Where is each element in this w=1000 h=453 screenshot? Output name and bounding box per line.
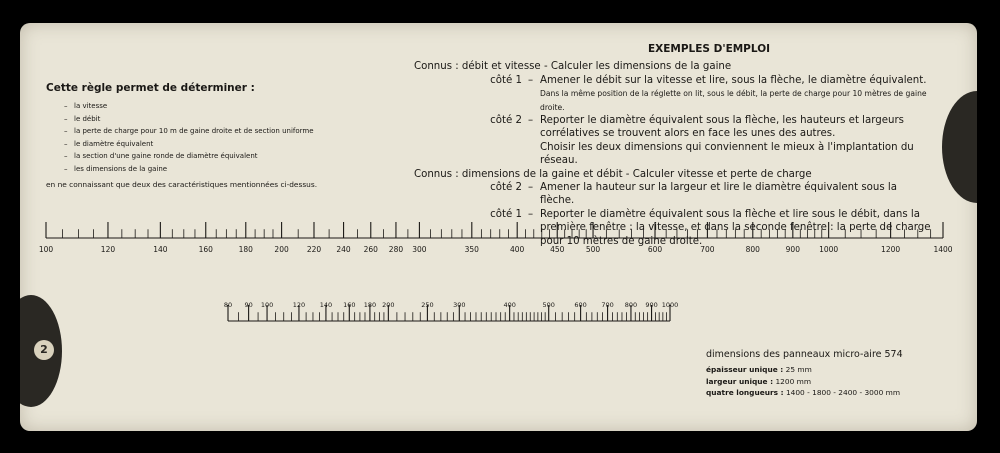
list-item: – le diamètre équivalent	[46, 138, 346, 151]
tick-label: 180	[238, 245, 253, 254]
tick-label: 100	[260, 301, 274, 309]
section-1-step-2: côté 2 – Reporter le diamètre équivalent sous la flèche, les hauteurs et largeurs corrélatives se trouvent alors en face les unes des autres.	[490, 115, 904, 140]
tick-label: 120	[100, 245, 116, 254]
slide-rule-card	[20, 23, 977, 431]
tick-label: 160	[343, 301, 356, 309]
side-badge: 2	[34, 340, 54, 360]
panels-width: largeur unique : 1200 mm	[706, 376, 812, 386]
tick-label: 200	[274, 245, 289, 254]
tick-label: 400	[503, 301, 516, 309]
tick-label: 800	[624, 301, 638, 309]
tick-label: 700	[601, 301, 614, 309]
panels-thickness: épaisseur unique : 25 mm	[706, 365, 812, 374]
tick-label: 600	[647, 245, 663, 254]
intro-note: en ne connaissant que deux des caractéristiques mentionnées ci-dessus.	[46, 179, 318, 189]
bottom-scale	[224, 301, 678, 321]
tick-label: 280	[388, 245, 404, 254]
tick-label: 800	[745, 245, 760, 254]
section-2-step-2: côté 1 – Reporter le diamètre équivalent sous la flèche et lire sous le débit, dans la première fenêtre : la vitesse, et dans la seconde fenêtre : la perte de charge pour 10 mètres de gaine droite.	[490, 208, 931, 247]
tick-label: 140	[319, 301, 333, 309]
tick-label: 600	[574, 301, 587, 309]
tick-label: 300	[453, 301, 466, 309]
section-2-header: Connus : dimensions de la gaine et débit - Calculer vitesse et perte de charge	[414, 168, 812, 180]
list-item: – la perte de charge pour 10 m de gaine droite et de section uniforme	[46, 125, 346, 138]
top-scale	[39, 222, 953, 254]
list-item: – la section d'une gaine ronde de diamètre équivalent	[46, 150, 346, 163]
panels-lengths: quatre longueurs : 1400 - 1800 - 2400 - 3000 mm	[706, 388, 901, 398]
tick-label: 400	[510, 245, 525, 254]
tick-label: 900	[645, 301, 658, 309]
section-2-step-1: côté 2 – Amener la hauteur sur la largeur et lire le diamètre équivalent sous la flèche.	[490, 182, 897, 207]
tick-label: 1000	[661, 301, 679, 309]
tick-label: 250	[421, 301, 434, 309]
tick-label: 180	[363, 301, 377, 309]
tick-label: 260	[363, 245, 378, 254]
examples-title: EXEMPLES D'EMPLOI	[647, 43, 771, 55]
tick-label: 240	[336, 245, 351, 254]
tick-label: 1000	[819, 245, 839, 254]
tick-label: 100	[38, 245, 54, 254]
tick-label: 1400	[933, 245, 953, 254]
list-item: – les dimensions de la gaine	[46, 163, 346, 176]
tick-label: 450	[550, 245, 565, 254]
intro-heading: Cette règle permet de déterminer :	[46, 82, 255, 94]
tick-label: 200	[382, 301, 395, 309]
section-1-step-2-note: Choisir les deux dimensions qui conviennent le mieux à l'implantation du réseau.	[540, 141, 914, 167]
section-1-step-1: côté 1 – Amener le débit sur la vitesse et lire, sous la flèche, le diamètre équivalent.	[490, 74, 927, 86]
tick-label: 80	[223, 301, 233, 309]
tick-label: 160	[198, 245, 213, 254]
tick-label: 700	[700, 245, 715, 254]
tick-label: 300	[412, 245, 427, 254]
panels-title: dimensions des panneaux micro-aire 574	[706, 349, 903, 360]
tick-label: 90	[244, 301, 253, 309]
tick-label: 120	[292, 301, 306, 309]
list-item: – la vitesse	[46, 100, 346, 113]
tick-label: 140	[153, 245, 168, 254]
section-1-header: Connus : débit et vitesse - Calculer les dimensions de la gaine	[414, 61, 732, 73]
list-item: – le débit	[46, 113, 346, 126]
tick-label: 220	[306, 245, 322, 254]
tick-label: 1200	[881, 245, 901, 254]
tick-label: 350	[464, 245, 479, 254]
tick-label: 500	[585, 245, 601, 254]
panels-block	[706, 349, 966, 399]
tick-label: 500	[542, 301, 555, 309]
section-1-step-1-note: Dans la même position de la réglette on lit, sous le débit, la perte de charge pour 10 mètres de gaine droite.	[540, 89, 927, 112]
tick-label: 900	[785, 245, 800, 254]
